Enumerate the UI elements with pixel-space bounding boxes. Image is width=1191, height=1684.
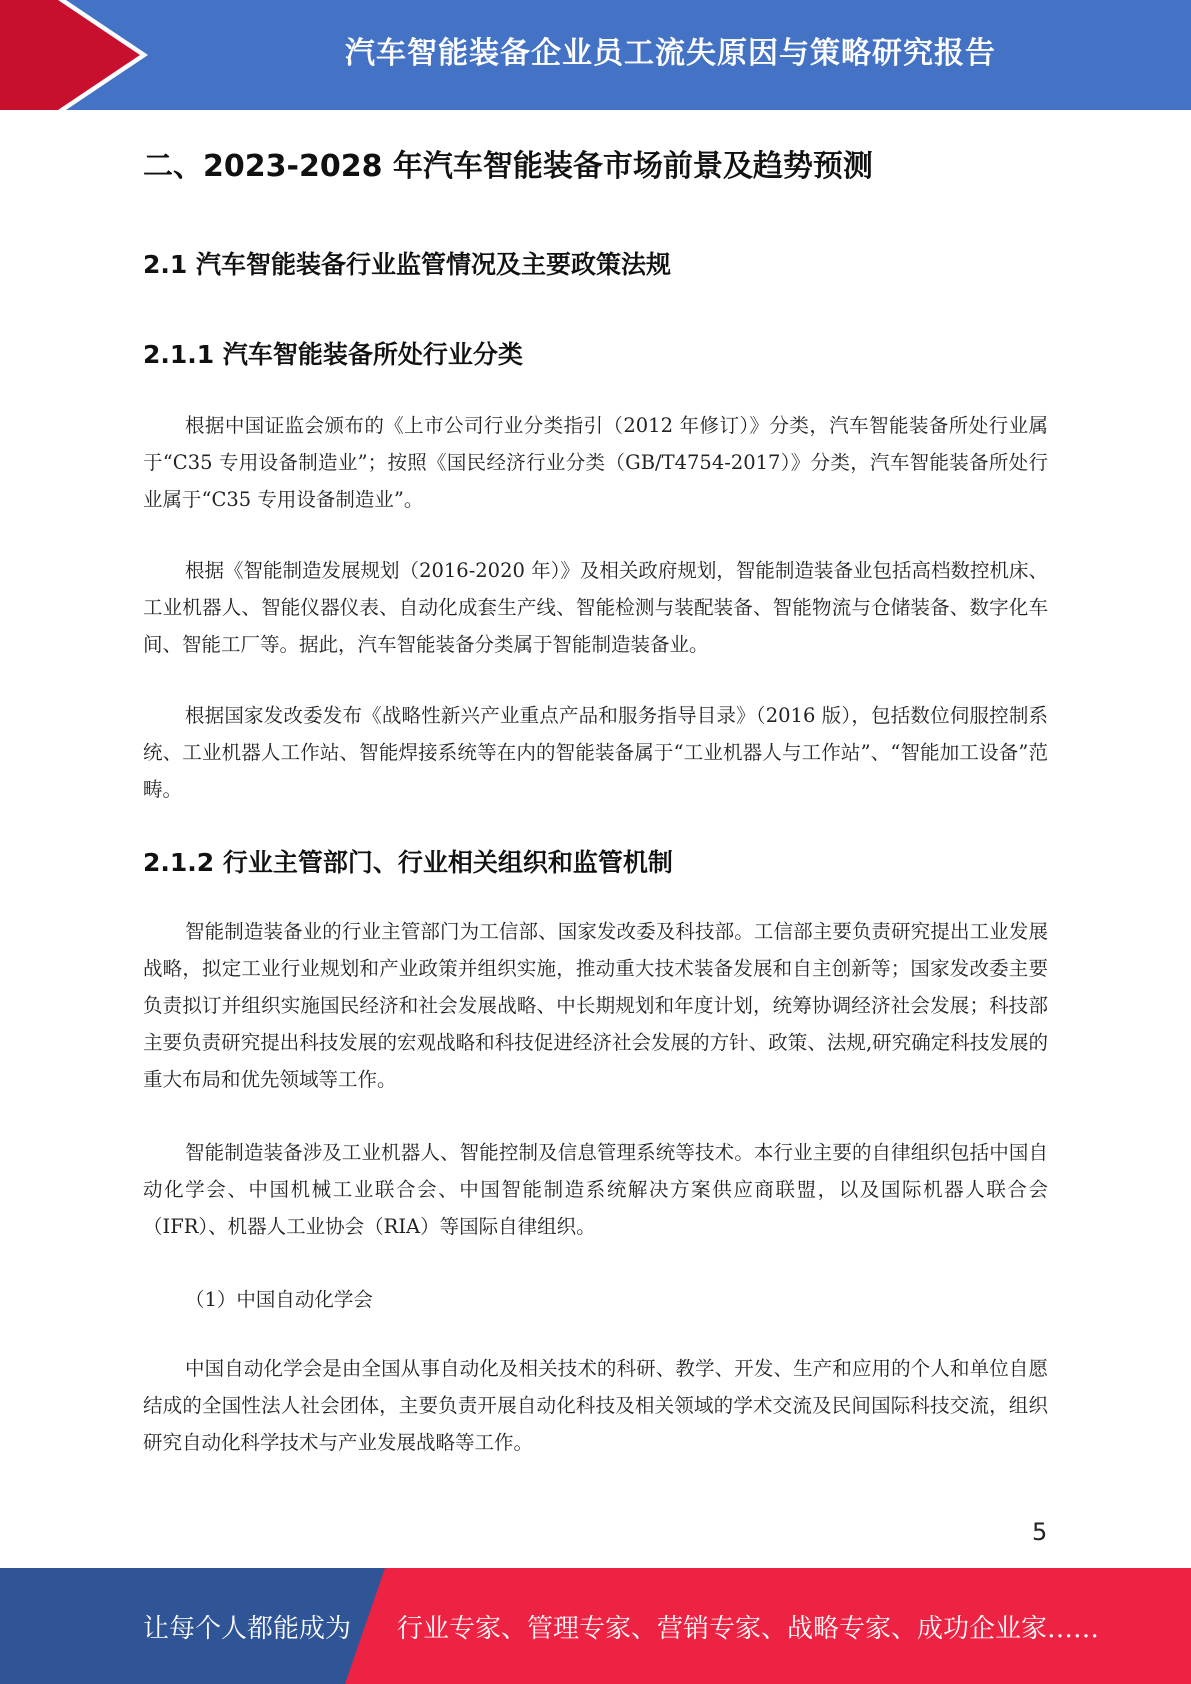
paragraph: 中国自动化学会是由全国从事自动化及相关技术的科研、教学、开发、生产和应用的个人和单位自愿结成的全国性法人社会团体，主要负责开展自动化科技及相关领域的学术交流及民间国际科技交流，组织研究自动化科学技术与产业发展战略等工作。 [143, 1357, 1048, 1454]
subsection-heading: 2.1 汽车智能装备行业监管情况及主要政策法规 [143, 250, 671, 279]
page-number: 5 [1032, 1518, 1048, 1546]
list-item: （1）中国自动化学会 [185, 1288, 373, 1311]
footer-slogan-right: 行业专家、管理专家、营销专家、战略专家、成功企业家…… [397, 1613, 1100, 1644]
subsection-heading: 2.1.2 行业主管部门、行业相关组织和监管机制 [143, 848, 673, 877]
paragraph: 根据中国证监会颁布的《上市公司行业分类指引（2012 年修订）》分类，汽车智能装备所处行业属于“C35 专用设备制造业”；按照《国民经济行业分类（GB/T4754-2017）》分类，汽车智能装备所处行业属于“C35 专用设备制造业”。 [143, 414, 1048, 511]
footer-slogan-left: 让每个人都能成为 [143, 1613, 352, 1644]
paragraph: 根据国家发改委发布《战略性新兴产业重点产品和服务指导目录》（2016 版），包括数位伺服控制系统、工业机器人工作站、智能焊接系统等在内的智能装备属于“工业机器人与工作站”、“智能加工设备”范畴。 [143, 704, 1048, 801]
page-footer [0, 1568, 1191, 1684]
page-header [0, 0, 1191, 110]
header-title: 汽车智能装备企业员工流失原因与策略研究报告 [345, 36, 996, 71]
section-heading: 二、2023-2028 年汽车智能装备市场前景及趋势预测 [143, 149, 873, 184]
paragraph: 智能制造装备业的行业主管部门为工信部、国家发改委及科技部。工信部主要负责研究提出工业发展战略，拟定工业行业规划和产业政策并组织实施，推动重大技术装备发展和自主创新等；国家发改委主要负责拟订并组织实施国民经济和社会发展战略、中长期规划和年度计划，统筹协调经济社会发展；科技部主要负责研究提出科技发展的宏观战略和科技促进经济社会发展的方针、政策、法规,研究确定科技发展的重大布局和优先领域等工作。 [143, 920, 1048, 1091]
paragraph: 智能制造装备涉及工业机器人、智能控制及信息管理系统等技术。本行业主要的自律组织包括中国自动化学会、中国机械工业联合会、中国智能制造系统解决方案供应商联盟，以及国际机器人联合会（IFR）、机器人工业协会（RIA）等国际自律组织。 [143, 1141, 1048, 1238]
subsection-heading: 2.1.1 汽车智能装备所处行业分类 [143, 340, 523, 369]
paragraph: 根据《智能制造发展规划（2016-2020 年）》及相关政府规划，智能制造装备业包括高档数控机床、工业机器人、智能仪器仪表、自动化成套生产线、智能检测与装配装备、智能物流与仓储装备、数字化车间、智能工厂等。据此，汽车智能装备分类属于智能制造装备业。 [143, 559, 1048, 656]
